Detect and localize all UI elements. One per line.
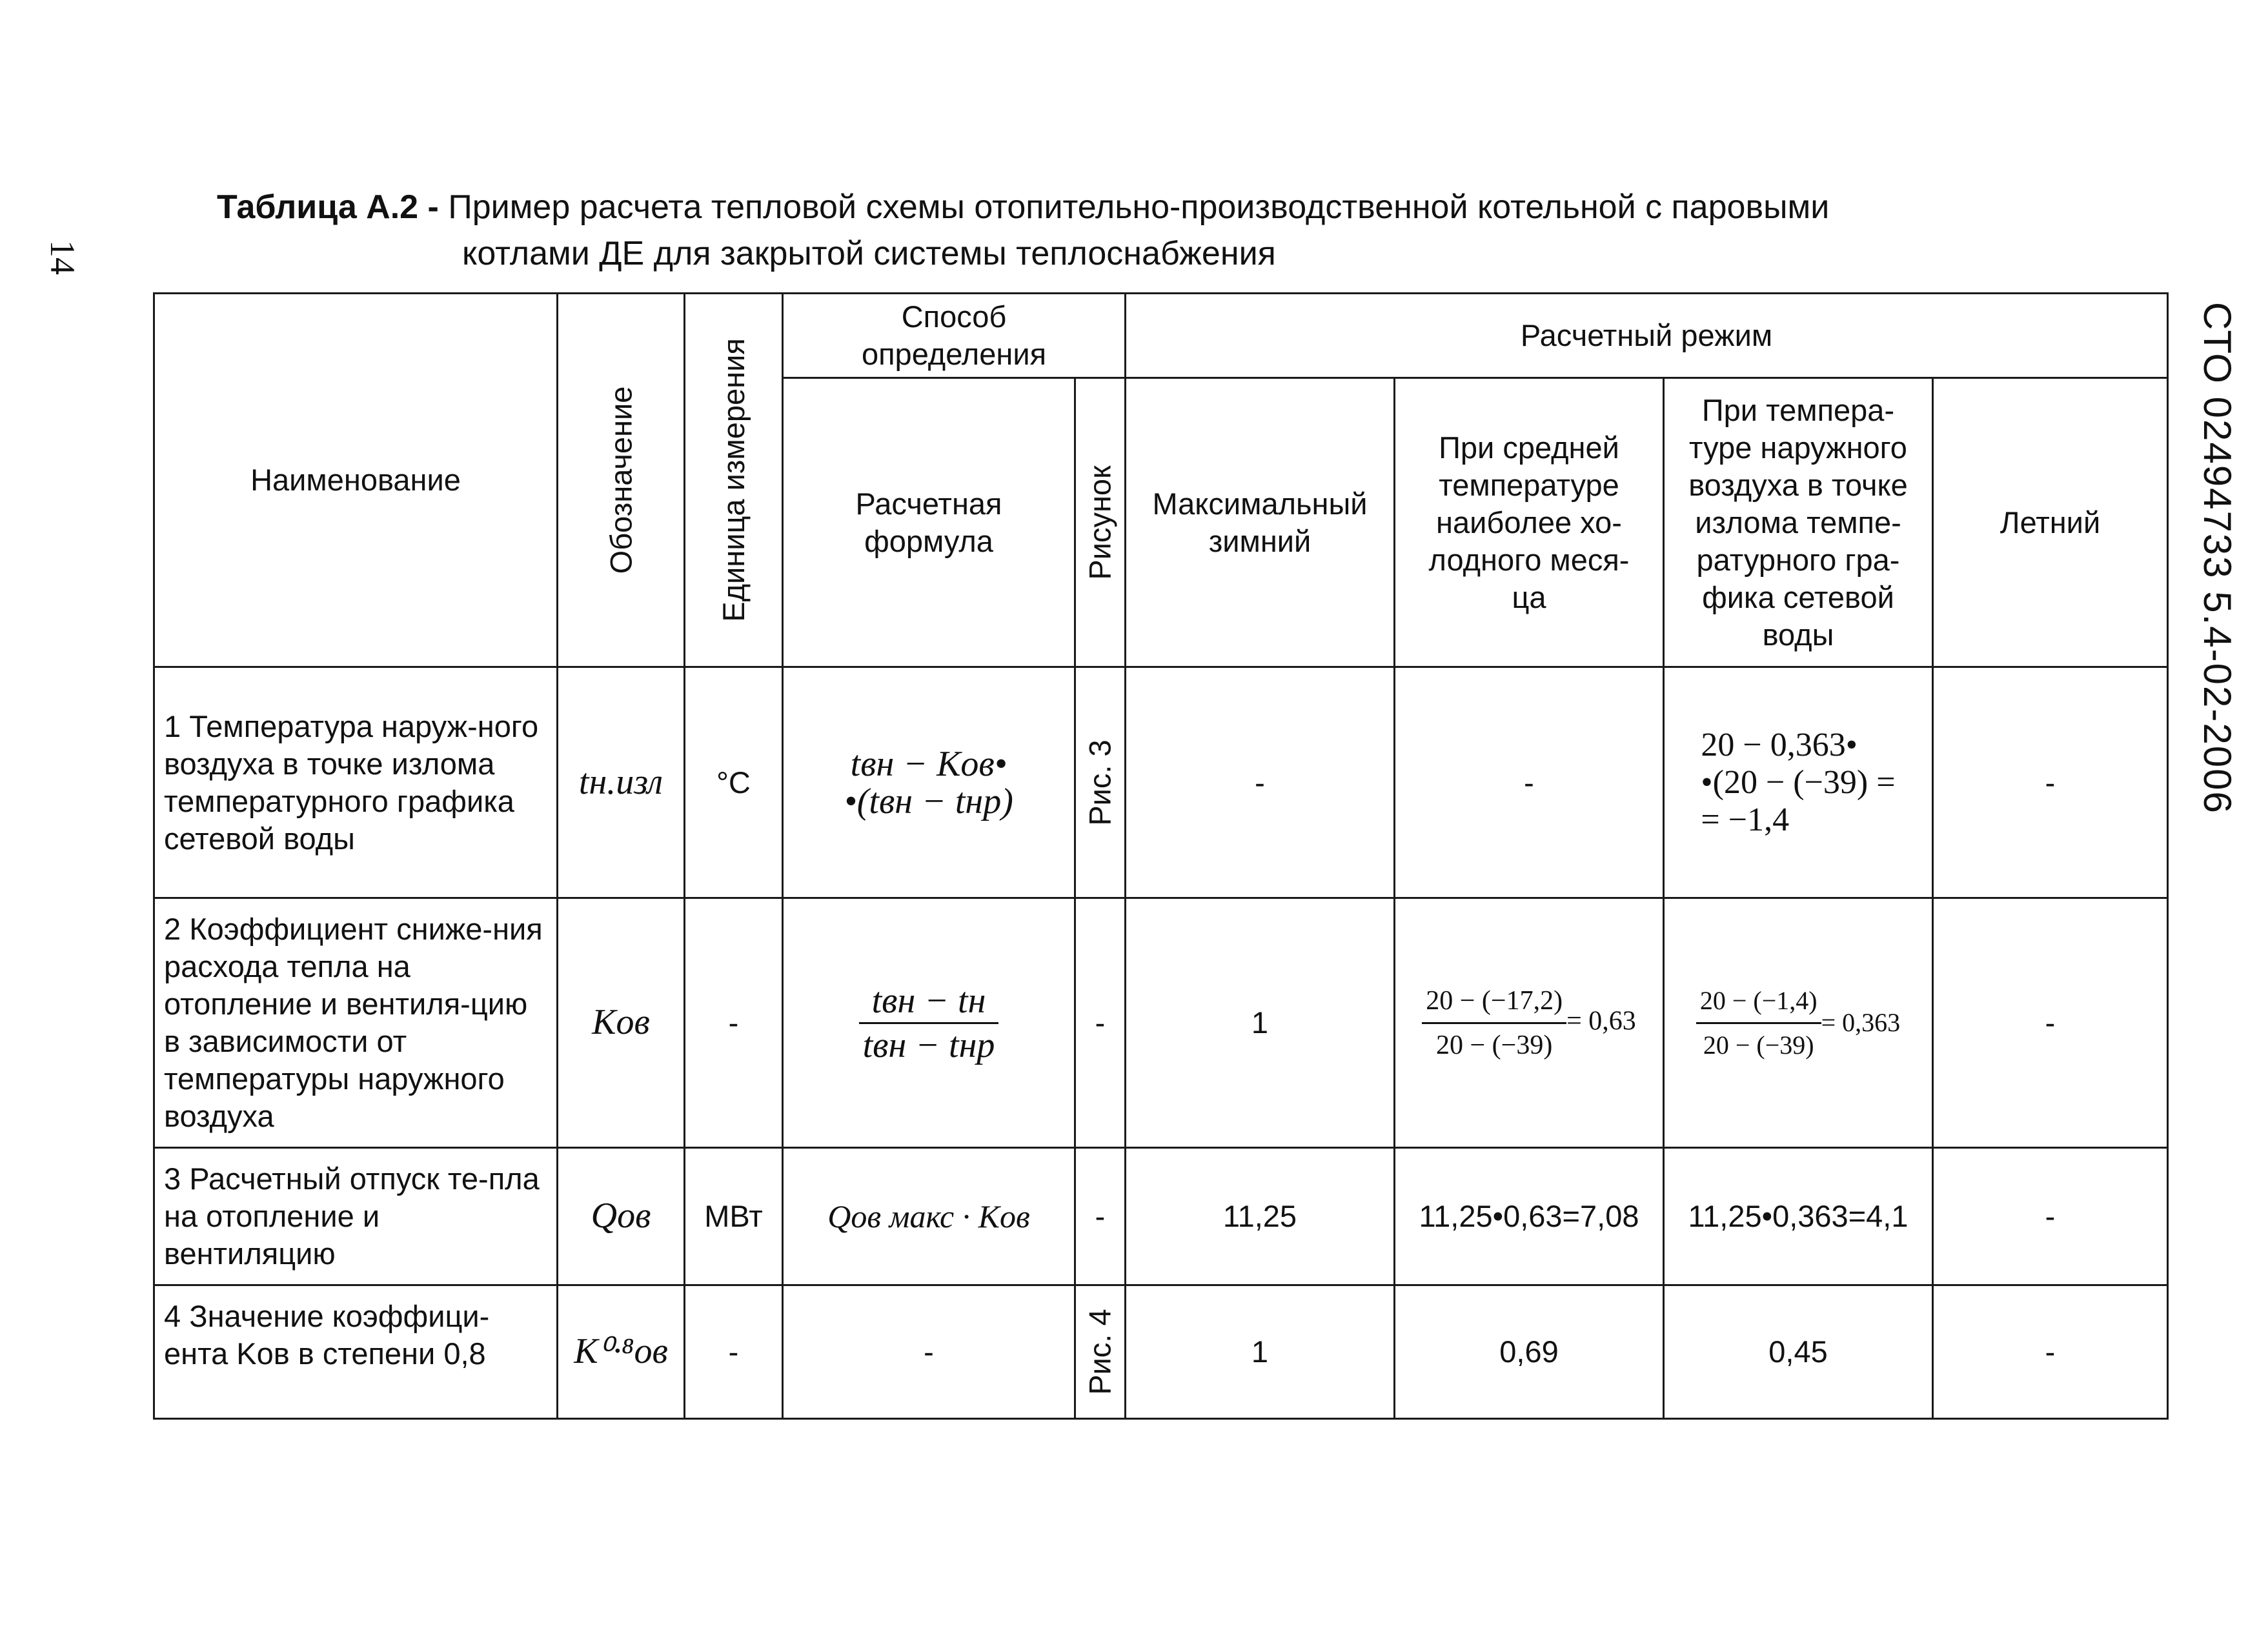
row1-symbol (558, 667, 685, 898)
row3-max-winter: 11,25 (1126, 1148, 1395, 1285)
row3-symbol (558, 1148, 685, 1285)
header-method: Способ определения (783, 294, 1126, 378)
header-max-winter: Максимальный зимний (1126, 378, 1395, 667)
row3-break-point: 11,25•0,363=4,1 (1664, 1148, 1933, 1285)
row1-break-line3: = −1,4 (1701, 801, 1790, 838)
row1-figure (1075, 667, 1126, 898)
row3-formula-text: Qов макс · Kов (827, 1198, 1030, 1234)
header-figure-label: Рисунок (1082, 465, 1117, 580)
row1-formula-line2: •(tвн − tнр) (844, 781, 1013, 821)
row4-unit: - (685, 1285, 783, 1419)
caption-lead: Таблица А.2 - (217, 188, 449, 226)
calculation-table (153, 292, 2169, 1420)
row4-symbol-text: K⁰·⁸ов (574, 1331, 668, 1371)
header-summer: Летний (1933, 378, 2168, 667)
header-break-point: При темпера-туре наружного воздуха в точке излома темпе-ратурного гра-фика сетевой воды (1664, 378, 1933, 667)
row3-formula (783, 1148, 1075, 1285)
row1-figure-label: Рис. 3 (1082, 739, 1117, 826)
header-symbol-label: Обозначение (603, 386, 638, 574)
row3-symbol-text: Qов (591, 1196, 651, 1236)
row4-symbol (558, 1285, 685, 1419)
row3-unit: МВт (685, 1148, 783, 1285)
row1-break-line2: •(20 − (−39) = (1701, 763, 1896, 801)
row2-formula-denominator: tвн − tнр (862, 1025, 995, 1065)
row2-break-point (1664, 898, 1933, 1148)
row1-formula (783, 667, 1075, 898)
row1-summer: - (1933, 667, 2168, 898)
row1-symbol-text: tн.изл (578, 761, 663, 802)
row4-avg-cold: 0,69 (1395, 1285, 1664, 1419)
header-unit-label: Единица измерения (716, 338, 751, 622)
row2-formula (783, 898, 1075, 1148)
row2-break-numerator: 20 − (−1,4) (1696, 982, 1821, 1024)
row2-break-result: = 0,363 (1821, 1007, 1901, 1037)
row1-name: 1 Температура наруж-ного воздуха в точке излома температурного графика сетевой воды (154, 667, 558, 898)
table-caption (217, 184, 2153, 277)
row4-break-point: 0,45 (1664, 1285, 1933, 1419)
header-symbol (558, 294, 685, 667)
row4-name: 4 Значение коэффици-ента Kов в степени 0,8 (154, 1285, 558, 1419)
header-avg-cold: При средней температуре наиболее хо-лодного меся-ца (1395, 378, 1664, 667)
row2-symbol (558, 898, 685, 1148)
row3-name: 3 Расчетный отпуск те-пла на отопление и вентиляцию (154, 1148, 558, 1285)
document-code: СТО 02494733 5.4-02-2006 (2196, 302, 2239, 814)
page-number: 14 (43, 240, 82, 275)
row2-avg-cold (1395, 898, 1664, 1148)
caption-line1: Пример расчета тепловой схемы отопительно-производственной котельной с паровыми (448, 188, 1830, 226)
row4-summer: - (1933, 1285, 2168, 1419)
table-row (154, 898, 2168, 1148)
row2-name: 2 Коэффициент сниже-ния расхода тепла на отопление и вентиля-цию в зависимости от температуры наружного воздуха (154, 898, 558, 1148)
header-unit (685, 294, 783, 667)
row2-unit: - (685, 898, 783, 1148)
row1-avg-cold: - (1395, 667, 1664, 898)
row2-formula-numerator: tвн − tн (859, 982, 999, 1024)
header-formula: Расчетная формула (783, 378, 1075, 667)
row4-figure (1075, 1285, 1126, 1419)
table-row (154, 667, 2168, 898)
row2-figure: - (1075, 898, 1126, 1148)
header-name: Наименование (154, 294, 558, 667)
row2-max-winter: 1 (1126, 898, 1395, 1148)
row3-avg-cold: 11,25•0,63=7,08 (1395, 1148, 1664, 1285)
row2-avg-cold-numerator: 20 − (−17,2) (1422, 982, 1566, 1024)
row1-max-winter: - (1126, 667, 1395, 898)
row1-formula-line1: tвн − Kов• (850, 743, 1007, 784)
row2-avg-cold-result: = 0,63 (1566, 1006, 1636, 1036)
caption-line2: котлами ДЕ для закрытой системы теплоснабжения (462, 235, 1276, 272)
row4-figure-label: Рис. 4 (1082, 1309, 1117, 1395)
row1-unit: °С (685, 667, 783, 898)
row4-formula: - (783, 1285, 1075, 1419)
row1-break-line1: 20 − 0,363• (1701, 726, 1858, 763)
row4-max-winter: 1 (1126, 1285, 1395, 1419)
table-row (154, 1285, 2168, 1419)
row1-break-point (1664, 667, 1933, 898)
table-row (154, 1148, 2168, 1285)
row2-avg-cold-denominator: 20 − (−39) (1435, 1030, 1553, 1060)
row2-summer: - (1933, 898, 2168, 1148)
row2-symbol-text: Kов (592, 1002, 650, 1042)
header-mode: Расчетный режим (1126, 294, 2168, 378)
row2-break-denominator: 20 − (−39) (1703, 1030, 1814, 1060)
row3-figure: - (1075, 1148, 1126, 1285)
row3-summer: - (1933, 1148, 2168, 1285)
header-figure (1075, 378, 1126, 667)
